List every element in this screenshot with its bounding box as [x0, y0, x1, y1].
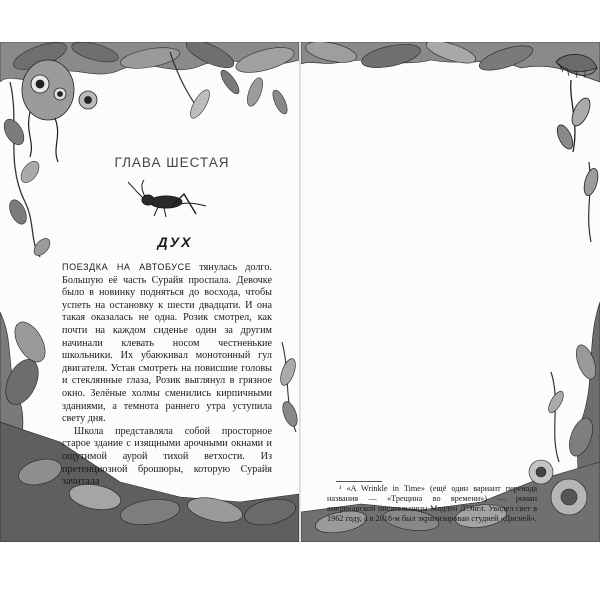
- paragraph-text: тянулась долго. Большую её часть Сурайя проспала. Девочке было в новинку подняться до восхода, чтобы успеть на остановку к шести двадцати. И она такая оказалась не одна. Розик смотрел, как почти на каждом сиденье один за другим начинали клевать носом честненькие школьники. Их убаюкивал монотонный гул двигателя. Устав смотреть на повисшие головы и стеклянные глаза, Розик выглянул в грязное окно. Зелёные холмы сменились кирпичными зданиями, а темнота раннего утра уступила свету дня.: [62, 262, 273, 425]
- footnote-rule: [336, 481, 382, 482]
- left-page: [0, 42, 299, 542]
- book-spread: [0, 42, 600, 542]
- footnote-text: ¹ «A Wrinkle in Time» (ещё один вариант перевода названия — «Трещина во времени») — роман американской писательницы Мадлен Л'Энгл. Увидел свет в 1962 году, а в 2018-м был экранизирован студией «Дисней».: [327, 484, 537, 523]
- left-body-text: [62, 261, 272, 489]
- right-page-foliage-illustration: [301, 42, 600, 542]
- right-page: [301, 42, 600, 542]
- flytrap-illustration: [554, 54, 600, 242]
- footnote: [327, 484, 537, 524]
- lead-in: ПОЕЗДКА НА АВТОБУСЕ: [62, 262, 192, 272]
- plant-creature-illustration: [22, 60, 97, 162]
- chapter-title: ГЛАВА ШЕСТАЯ: [114, 155, 230, 170]
- chapter-name: ДУХ: [157, 234, 193, 250]
- cricket-icon: [128, 180, 208, 220]
- paragraph: [62, 261, 272, 426]
- paragraph: Школа представляла собой просторное старое здание с изящными арочными окнами и ощутимой аурой тихой ветхости. Из претенциозной брошюры, которую Сурайя зачитала: [62, 425, 272, 488]
